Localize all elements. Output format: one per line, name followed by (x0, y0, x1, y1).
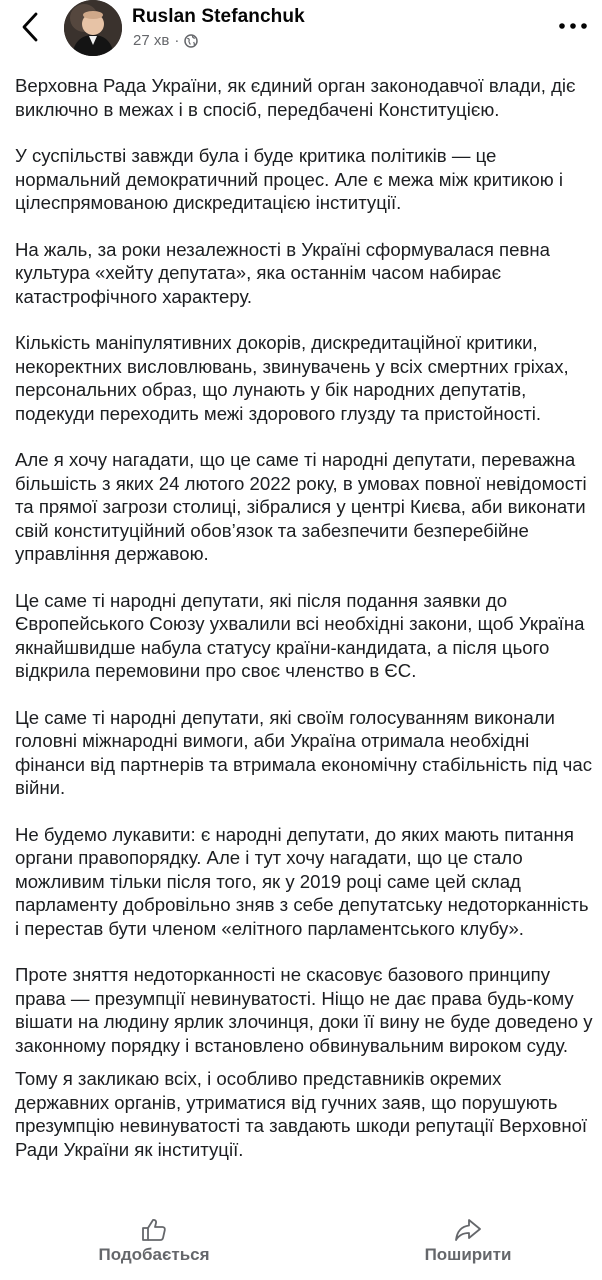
post-paragraph: Верховна Рада України, як єдиний орган законодавчої влади, діє виключно в межах і в спосіб, передбачені Конституцією. (15, 75, 576, 120)
post-paragraph: Не будемо лукавити: є народні депутати, до яких мають питання органи правопорядку. Але і тут хочу нагадати, що це стало можливим тільки після того, як у 2019 році саме цей склад парламенту добровільно зняв з себе депутатську недоторканність і перестав бути членом «елітного парламентського клубу». (15, 823, 589, 939)
chevron-left-icon (20, 11, 40, 43)
share-button-label: Поширити (424, 1245, 512, 1264)
post-paragraph: Це саме ті народні депутати, які своїм голосуванням виконали головні міжнародні вимоги, аби Україна отримала необхідні фінанси від партнерів та втримала економічну стабільність під час війни. (15, 706, 593, 798)
share-arrow-icon (454, 1218, 482, 1242)
post-paragraph: Кількість маніпулятивних докорів, дискредитаційної критики, некоректних висловлювань, звинувачень у всіх смертних гріхах, персональних образ, що лунають у бік народних депутатів, подекуди переходить межі здорового глузду та пристойності. (15, 332, 569, 424)
post-paragraph: Тому я закликаю всіх, і особливо представників окремих державних органів, утриматися від гучних заяв, що порушують презумпцію невинуватості та завдають шкоди репутації Верховної Ради України як інституції. (15, 1068, 588, 1160)
back-button[interactable] (14, 10, 46, 44)
post-time[interactable]: 27 хв (133, 32, 170, 49)
thumbs-up-icon (141, 1218, 167, 1242)
post-paragraph: У суспільстві завжди була і буде критика політиків — це нормальний демократичний процес. Але є межа між критикою і цілеспрямованою дискредитацією інституції. (15, 145, 563, 213)
avatar[interactable] (64, 0, 122, 56)
post-paragraph: Але я хочу нагадати, що це саме ті народні депутати, переважна більшість з яких 24 лютого 2022 року, в умовах повної невідомості та прямої загрози столиці, зібралися у центрі Києва, аби виконати свій конституційний обов’язок та забезпечити безперебійне управління державою. (15, 449, 587, 564)
post-paragraph: Це саме ті народні депутати, які після подання заявки до Європейського Союзу ухвалили всі необхідні закони, щоб Україна якнайшвидше набула статусу країни-кандидата, а після цього відкрила перемовини про своє членство в ЄС. (15, 589, 585, 681)
post-meta (133, 32, 198, 49)
post-text (15, 74, 595, 1184)
like-button-label: Подобається (98, 1245, 210, 1264)
post-paragraph: На жаль, за роки незалежності в Україні сформувалася певна культура «хейту депутата», яка останнім часом набирає катастрофічного характеру. (15, 238, 550, 307)
share-button[interactable] (416, 1218, 520, 1265)
post-actions-bar (0, 1218, 602, 1280)
meta-separator: · (174, 32, 180, 49)
post-header (0, 0, 602, 66)
author-name[interactable]: Ruslan Stefanchuk (132, 6, 305, 27)
more-options-button[interactable] (555, 14, 591, 38)
globe-icon (184, 34, 198, 48)
post-paragraph: Проте зняття недоторканності не скасовує базового принципу права — презумпції невинуватості. Ніщо не дає права будь-кому вішати на людину ярлик злочинця, доки її вину не буде доведено у законному порядку і встановлено обвинувальним вироком суду. (15, 964, 593, 1056)
more-horizontal-icon (558, 22, 588, 30)
like-button[interactable] (92, 1218, 216, 1265)
